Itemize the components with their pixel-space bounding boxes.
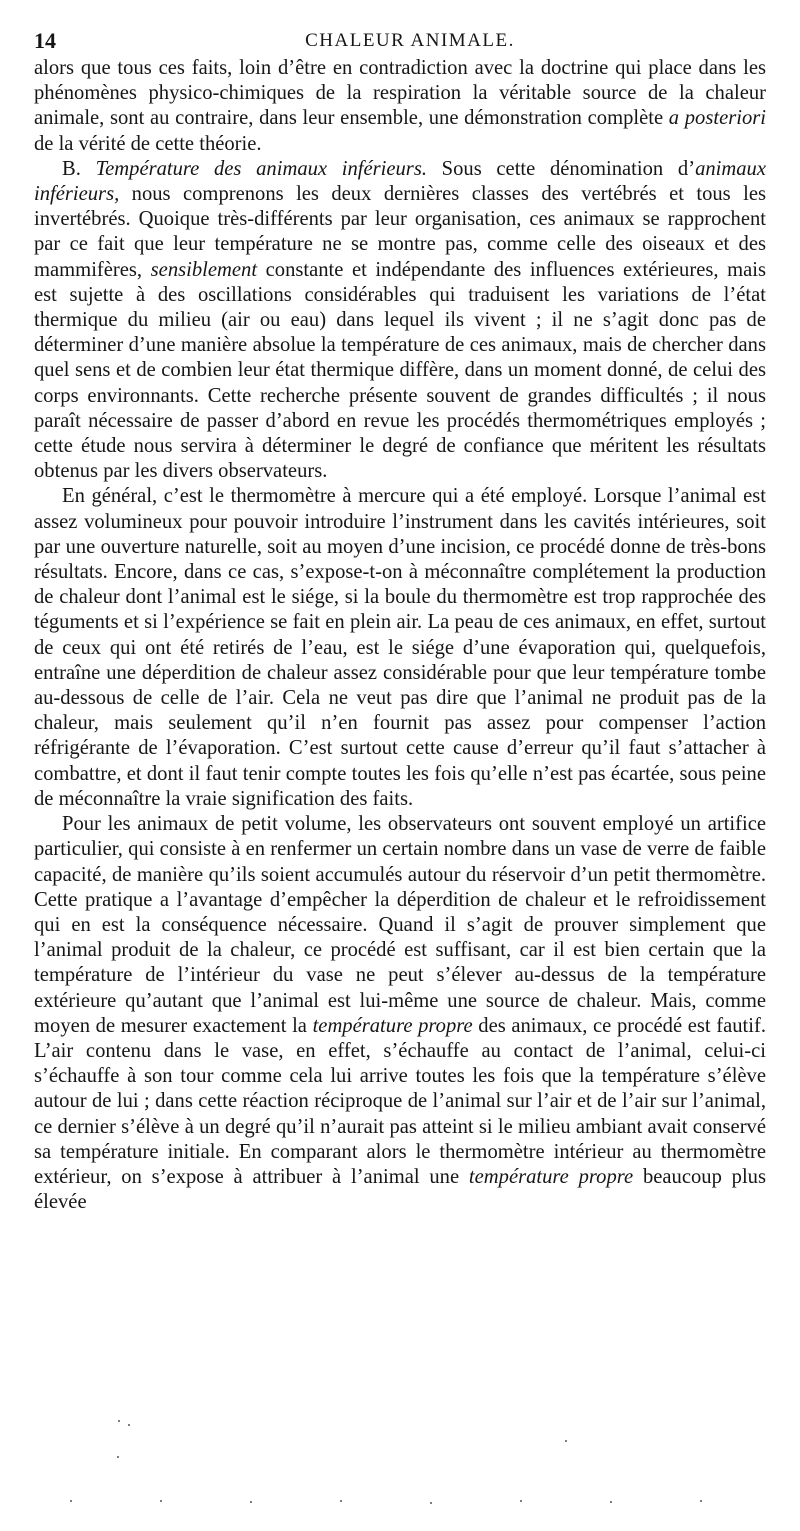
paragraph-2-section-b: [34, 157, 766, 485]
page-header: [34, 26, 766, 56]
paragraph-2-text-b: nous comprenons les deux dernières classes des vertébrés et tous les invertébrés. Quoique très-différents par leur organisation, ces animaux se rapprochent par ce fait que leur température ne se montre pas, comme celle des oiseaux et des mammifères,: [34, 183, 766, 281]
scan-speck: [128, 1424, 130, 1426]
paragraph-4-italic-temperature-propre-1: température propre: [312, 1014, 473, 1037]
paragraph-4-text-a: Pour les animaux de petit volume, les observateurs ont souvent employé un artifice particulier, qui consiste à en renfermer un certain nombre dans un vase de verre de faible capacité, de manière qu’ils soient accumulés autour du réservoir d’un petit thermomètre. Cette pratique a l’avantage d’empêcher la déperdition de chaleur et le refroidissement qui en est la conséquence nécessaire. Quand il s’agit de prouver simplement que l’animal produit de la chaleur, ce procédé est suffisant, car il est bien certain que la température de l’intérieur du vase ne peut s’élever au-dessus de la température extérieure qu’autant que l’animal est lui-même une source de chaleur. Mais, comme moyen de mesurer exactement la: [34, 813, 766, 1037]
section-label: B.: [62, 157, 96, 180]
paragraph-2-italic-sensiblement: sensiblement: [150, 258, 258, 281]
paragraph-1-text-a: alors que tous ces faits, loin d’être en contradiction avec la doctrine qui place dans les phénomènes physico-chimiques de la respiration la véritable source de la chaleur animale, sont au contraire, dans leur ensemble, une démonstration complète: [34, 57, 766, 130]
scan-speck: [250, 1501, 252, 1503]
paragraph-4-italic-temperature-propre-2: température propre: [468, 1165, 634, 1188]
paragraph-2-italic-animaux-inferieurs: animaux inférieurs,: [34, 157, 766, 206]
paragraph-1-text-b: de la vérité de cette théorie.: [34, 132, 262, 155]
paragraph-4-text-c: beaucoup plus élevée: [34, 1165, 766, 1214]
body-text: [34, 56, 766, 1215]
section-heading: Température des animaux inférieurs.: [95, 157, 427, 180]
paragraph-2-text-c: constante et indépendante des influences extérieures, mais est sujette à des oscillations considérables qui traduisent les variations de l’état thermique du milieu (air ou eau) dans lequel ils vivent ; il ne s’agit donc pas de déterminer d’une manière absolue la température de ces animaux, mais de chercher dans quel sens et de combien leur état thermique diffère, dans un moment donné, de celui des corps environnants. Cette recherche présente souvent de grandes difficultés ; il nous paraît nécessaire de passer d’abord en revue les procédés thermométriques employés ; cette étude nous servira à déterminer le degré de confiance que méritent les résultats obtenus par les divers observateurs.: [34, 258, 766, 483]
paragraph-2-text-a: Sous cette dénomination d’: [426, 157, 696, 180]
scan-speck: [430, 1502, 432, 1504]
scan-speck: [700, 1500, 702, 1502]
scan-speck: [70, 1500, 72, 1502]
paragraph-4: [34, 812, 766, 1215]
scan-speck: [520, 1500, 522, 1502]
paragraph-3: [34, 484, 766, 812]
scan-speck: [160, 1500, 162, 1502]
paragraph-3-text: En général, c’est le thermomètre à mercure qui a été employé. Lorsque l’animal est assez volumineux pour pouvoir introduire l’instrument dans les cavités intérieures, soit par une ouverture naturelle, soit au moyen d’une incision, ce procédé donne de très-bons résultats. Encore, dans ce cas, s’expose-t-on à méconnaître complétement la production de chaleur dont l’animal est le siége, si la boule du thermomètre est trop rapprochée des téguments et si l’expérience se fait en plein air. La peau de ces animaux, en effet, surtout de ceux qui ont été retirés de l’eau, est le siége d’une évaporation qui, quelquefois, entraîne une déperdition de chaleur assez considérable pour que leur température tombe au-dessous de celle de l’air. Cela ne veut pas dire que l’animal ne produit pas de la chaleur, mais seulement qu’il n’en fournit pas assez pour compenser l’action réfrigérante de l’évaporation. C’est surtout cette cause d’erreur qu’il faut s’attacher à combattre, et dont il faut tenir compte toutes les fois qu’elle n’est pas écartée, sous peine de méconnaître la vraie signification des faits.: [34, 485, 766, 810]
scan-speck: [565, 1440, 567, 1442]
scan-speck: [118, 1420, 120, 1422]
running-title: CHALEUR ANIMALE.: [305, 30, 515, 51]
scan-speck: [340, 1500, 342, 1502]
scan-speck: [610, 1501, 612, 1503]
paragraph-1: [34, 56, 766, 157]
book-page: [34, 26, 766, 1215]
page-number: 14: [34, 28, 56, 53]
paragraph-4-text-b: des animaux, ce procédé est fautif. L’air contenu dans le vase, en effet, s’échauffe au contact de l’animal, celui-ci s’échauffe à son tour comme cela lui arrive toutes les fois que la température s’élève autour de lui ; dans cette réaction réciproque de l’animal sur l’air et de l’air sur l’animal, ce dernier s’élève à un degré qu’il n’aurait pas atteint si le milieu ambiant avait conservé sa température initiale. En comparant alors le thermomètre intérieur au thermomètre extérieur, on s’expose à attribuer à l’animal une: [34, 1014, 766, 1188]
scan-speck: [117, 1456, 119, 1458]
paragraph-1-italic-a-posteriori: a posteriori: [668, 107, 766, 130]
